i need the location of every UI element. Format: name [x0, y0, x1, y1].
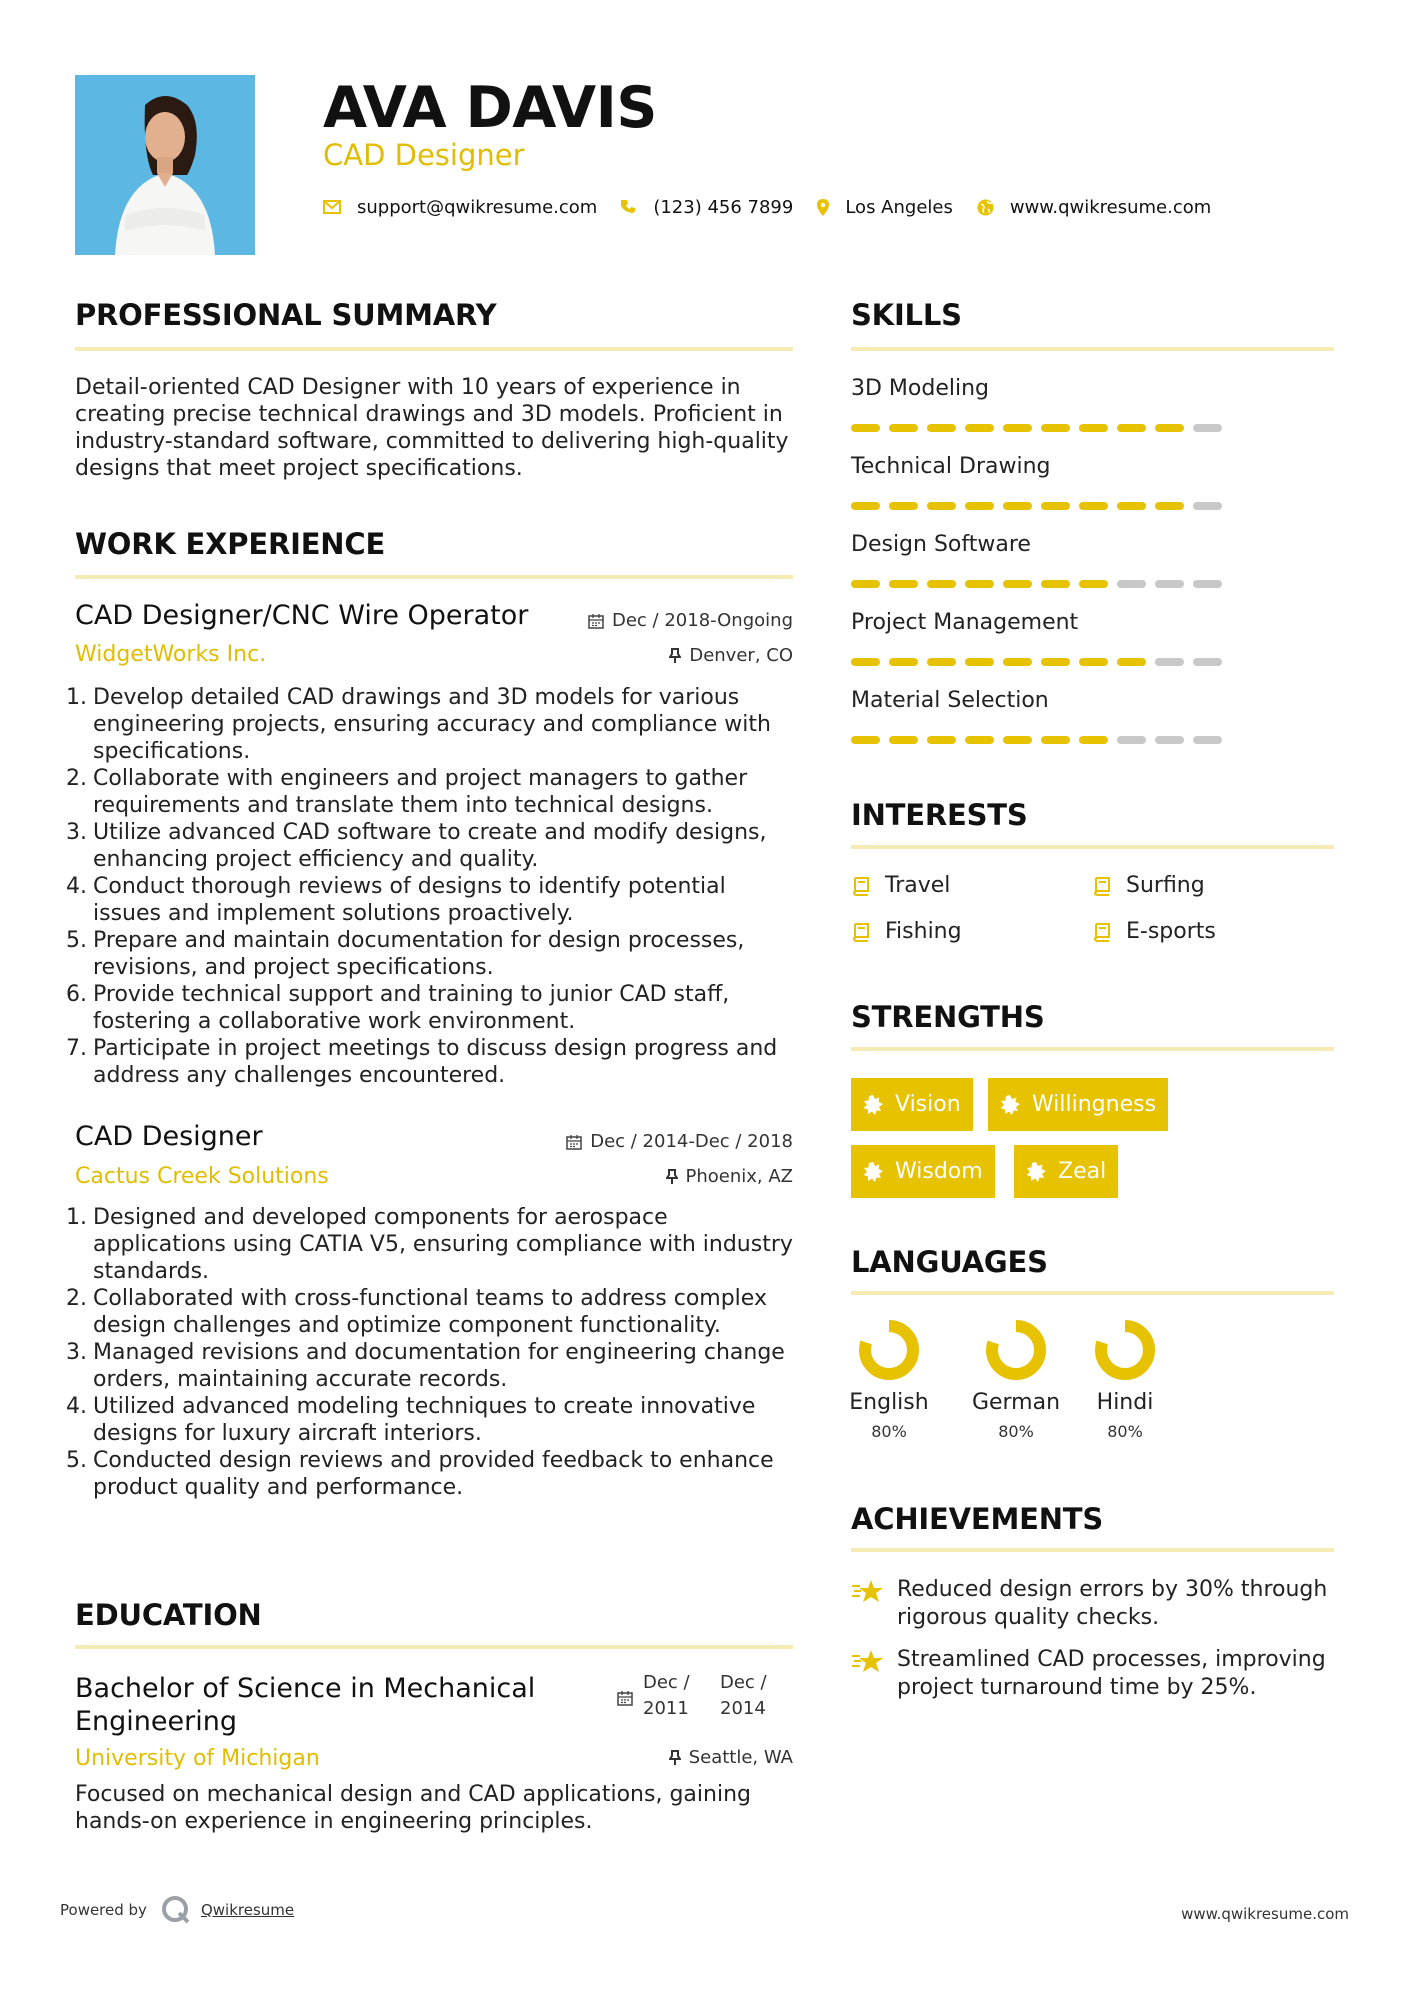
- job-location: [480, 645, 793, 667]
- language-gauge: [857, 1318, 921, 1382]
- badge-burst-icon: [1000, 1095, 1020, 1115]
- language-gauge-arc: [865, 1326, 913, 1374]
- experience-heading: WORK EXPERIENCE: [75, 527, 386, 561]
- strengths-heading: STRENGTHS: [851, 1000, 1045, 1034]
- education-text: Focused on mechanical design and CAD applications, gaining hands-on experience in engineering principles.: [75, 1782, 751, 1834]
- globe-icon: [977, 199, 994, 216]
- job-location-text: Phoenix, AZ: [685, 1166, 793, 1187]
- strength-badge: [988, 1078, 1168, 1131]
- envelope-icon: [323, 200, 341, 214]
- skill-dot-filled: [965, 502, 994, 510]
- job-duties-list: [73, 1204, 798, 1501]
- achievement-text: Streamlined CAD processes, improving project turnaround time by 25%.: [897, 1647, 1326, 1700]
- location-text: Los Angeles: [845, 196, 953, 218]
- skill-dot-filled: [1117, 658, 1146, 666]
- pushpin-icon: [666, 1169, 678, 1185]
- skill-dot-filled: [1079, 580, 1108, 588]
- language-gauge-arc: [992, 1326, 1040, 1374]
- language-name: German: [971, 1390, 1061, 1415]
- footer-url[interactable]: www.qwikresume.com: [1181, 1905, 1349, 1923]
- skill-dot-filled: [927, 424, 956, 432]
- book-icon: [1092, 922, 1112, 942]
- footer-powered-by: [60, 1895, 294, 1925]
- job-title: CAD Designer/CNC Wire Operator: [75, 600, 529, 631]
- skill-dot-filled: [1041, 658, 1070, 666]
- skill-dot-empty: [1193, 658, 1222, 666]
- skill-dot-filled: [965, 736, 994, 744]
- language-level: 80%: [1107, 1422, 1143, 1441]
- strength-label: Zeal: [1058, 1159, 1107, 1184]
- skill-dot-empty: [1155, 580, 1184, 588]
- skill-dot-filled: [1155, 502, 1184, 510]
- education-date: [617, 1672, 793, 1728]
- skill-dot-filled: [1041, 424, 1070, 432]
- languages-rule: [851, 1291, 1334, 1295]
- job-date: [480, 1131, 793, 1153]
- skill-dot-empty: [1193, 580, 1222, 588]
- degree-title: Bachelor of Science in Mechanical Engineering: [75, 1673, 536, 1737]
- summary-heading: PROFESSIONAL SUMMARY: [75, 298, 497, 332]
- pushpin-icon: [669, 648, 681, 664]
- list-item: Designed and developed components for aerospace applications using CATIA V5, ensuring compliance with industry standards.: [93, 1205, 793, 1284]
- skill-dot-filled: [851, 424, 880, 432]
- edu-end-month: Dec /: [720, 1672, 767, 1693]
- skill-dot-filled: [1003, 424, 1032, 432]
- skill-dot-filled: [1117, 502, 1146, 510]
- skill-rating: [851, 502, 1231, 510]
- candidate-role: CAD Designer: [323, 138, 525, 172]
- skill-name: 3D Modeling: [851, 376, 990, 401]
- education-location-text: Seattle, WA: [688, 1747, 793, 1768]
- job-date: [480, 610, 793, 632]
- skill-rating: [851, 580, 1231, 588]
- interests-heading: INTERESTS: [851, 798, 1028, 832]
- education-location: [480, 1747, 793, 1769]
- email-text: support@qwikresume.com: [357, 196, 598, 218]
- contact-email[interactable]: [323, 197, 597, 218]
- strength-label: Wisdom: [895, 1159, 983, 1184]
- job-date-text: Dec / 2014-Dec / 2018: [590, 1131, 793, 1152]
- skill-dot-filled: [965, 658, 994, 666]
- skill-dot-filled: [1041, 736, 1070, 744]
- interests-rule: [851, 845, 1334, 849]
- skills-heading: SKILLS: [851, 298, 962, 332]
- achievement-item: [851, 1646, 1341, 1702]
- achievements-rule: [851, 1548, 1334, 1552]
- experience-rule: [75, 575, 793, 579]
- skill-dot-filled: [851, 736, 880, 744]
- skill-name: Design Software: [851, 532, 1031, 557]
- company-name: WidgetWorks Inc.: [75, 642, 267, 667]
- language-item: [961, 1318, 1071, 1442]
- star-icon: [851, 1578, 885, 1606]
- achievement-item: [851, 1576, 1341, 1632]
- language-gauge: [984, 1318, 1048, 1382]
- skill-dot-filled: [1079, 502, 1108, 510]
- list-item: Collaborate with engineers and project managers to gather requirements and translate them into technical designs.: [93, 766, 748, 818]
- strengths-rule: [851, 1047, 1334, 1051]
- skill-dot-filled: [965, 580, 994, 588]
- interest-label: E-sports: [1126, 919, 1216, 944]
- edu-start-month: Dec /: [643, 1672, 690, 1693]
- language-name: Hindi: [1096, 1390, 1154, 1415]
- strength-badge: [851, 1078, 973, 1131]
- language-item: [1070, 1318, 1180, 1442]
- job-location-text: Denver, CO: [689, 645, 793, 666]
- school-name: University of Michigan: [75, 1746, 320, 1771]
- skill-name: Technical Drawing: [851, 454, 1051, 479]
- education-rule: [75, 1645, 793, 1649]
- skill-dot-filled: [1003, 658, 1032, 666]
- job-location: [480, 1166, 793, 1188]
- star-icon: [851, 1648, 885, 1676]
- skill-dot-empty: [1117, 736, 1146, 744]
- skill-name: Project Management: [851, 610, 1079, 635]
- education-heading: EDUCATION: [75, 1598, 262, 1632]
- skill-dot-filled: [889, 736, 918, 744]
- skills-rule: [851, 347, 1334, 351]
- list-item: Provide technical support and training to junior CAD staff, fostering a collaborative work environment.: [93, 982, 730, 1034]
- skill-dot-filled: [889, 580, 918, 588]
- strength-badge: [1014, 1145, 1118, 1198]
- badge-burst-icon: [1026, 1162, 1046, 1182]
- skill-rating: [851, 424, 1231, 432]
- achievement-text: Reduced design errors by 30% through rigorous quality checks.: [897, 1577, 1328, 1630]
- skill-dot-filled: [1003, 502, 1032, 510]
- skill-dot-filled: [1079, 424, 1108, 432]
- book-icon: [1092, 876, 1112, 896]
- interest-item: [851, 919, 962, 945]
- strength-badge: [851, 1145, 995, 1198]
- summary-rule: [75, 347, 793, 351]
- language-gauge: [1093, 1318, 1157, 1382]
- calendar-icon: [588, 613, 604, 629]
- language-level: 80%: [998, 1422, 1034, 1441]
- interest-label: Surfing: [1126, 873, 1205, 898]
- skill-dot-filled: [1155, 424, 1184, 432]
- skill-dot-empty: [1155, 658, 1184, 666]
- contact-bar: [323, 194, 1235, 220]
- skill-dot-filled: [1079, 658, 1108, 666]
- skill-dot-filled: [927, 658, 956, 666]
- list-item: Collaborated with cross-functional teams to address complex design challenges and optimize component functionality.: [93, 1286, 767, 1338]
- list-item: Prepare and maintain documentation for design processes, revisions, and project specifications.: [93, 928, 745, 980]
- skill-dot-empty: [1193, 502, 1222, 510]
- list-item: Managed revisions and documentation for engineering change orders, maintaining accurate records.: [93, 1340, 785, 1392]
- company-name: Cactus Creek Solutions: [75, 1164, 329, 1189]
- interest-item: [1092, 919, 1216, 945]
- job-date-text: Dec / 2018-Ongoing: [612, 610, 793, 631]
- skill-dot-filled: [1003, 580, 1032, 588]
- list-item: Conduct thorough reviews of designs to identify potential issues and implement solutions proactively.: [93, 874, 726, 926]
- skill-dot-filled: [927, 736, 956, 744]
- skill-dot-filled: [851, 502, 880, 510]
- skill-dot-filled: [1117, 424, 1146, 432]
- pushpin-icon: [669, 1750, 681, 1766]
- interest-item: [851, 873, 950, 899]
- skill-dot-filled: [1041, 580, 1070, 588]
- skill-dot-empty: [1117, 580, 1146, 588]
- contact-location: [817, 197, 953, 218]
- badge-burst-icon: [863, 1162, 883, 1182]
- job-title: CAD Designer: [75, 1121, 263, 1152]
- profile-photo: [75, 75, 255, 255]
- skill-dot-empty: [1155, 736, 1184, 744]
- edu-start-year: 2011: [643, 1698, 689, 1719]
- phone-text: (123) 456 7899: [653, 196, 794, 218]
- map-pin-icon: [817, 199, 829, 216]
- list-item: Participate in project meetings to discuss design progress and address any challenges encountered.: [93, 1036, 778, 1088]
- skill-dot-empty: [1193, 424, 1222, 432]
- contact-website[interactable]: [977, 197, 1211, 218]
- skill-dot-filled: [851, 580, 880, 588]
- calendar-icon: [566, 1134, 582, 1150]
- skill-dot-filled: [889, 658, 918, 666]
- interest-label: Travel: [885, 873, 951, 898]
- candidate-name: AVA DAVIS: [323, 75, 657, 141]
- skill-dot-filled: [927, 580, 956, 588]
- skill-dot-filled: [1079, 736, 1108, 744]
- achievements-heading: ACHIEVEMENTS: [851, 1502, 1104, 1536]
- skill-dot-filled: [927, 502, 956, 510]
- edu-end-year: 2014: [720, 1698, 766, 1719]
- strength-label: Willingness: [1032, 1092, 1157, 1117]
- language-gauge-arc: [1101, 1326, 1149, 1374]
- calendar-icon: [617, 1690, 633, 1706]
- skill-rating: [851, 736, 1231, 744]
- interest-item: [1092, 873, 1205, 899]
- badge-burst-icon: [863, 1095, 883, 1115]
- website-text: www.qwikresume.com: [1009, 196, 1212, 218]
- book-icon: [851, 876, 871, 896]
- list-item: Utilize advanced CAD software to create and modify designs, enhancing project efficiency and quality.: [93, 820, 767, 872]
- skill-dot-empty: [1193, 736, 1222, 744]
- language-name: English: [849, 1390, 929, 1415]
- list-item: Utilized advanced modeling techniques to create innovative designs for luxury aircraft interiors.: [93, 1394, 756, 1446]
- language-item: [834, 1318, 944, 1442]
- skill-rating: [851, 658, 1231, 666]
- phone-icon: [621, 199, 637, 215]
- book-icon: [851, 922, 871, 942]
- skill-dot-filled: [1003, 736, 1032, 744]
- interest-label: Fishing: [885, 919, 962, 944]
- languages-heading: LANGUAGES: [851, 1245, 1048, 1279]
- skill-dot-filled: [889, 502, 918, 510]
- list-item: Develop detailed CAD drawings and 3D models for various engineering projects, ensuring accuracy and compliance with specifications.: [93, 685, 771, 764]
- skill-name: Material Selection: [851, 688, 1049, 713]
- skill-dot-filled: [889, 424, 918, 432]
- strength-label: Vision: [895, 1092, 961, 1117]
- skill-dot-filled: [965, 424, 994, 432]
- contact-phone[interactable]: [621, 197, 793, 218]
- skill-dot-filled: [1041, 502, 1070, 510]
- summary-text: Detail-oriented CAD Designer with 10 years of experience in creating precise technical drawings and 3D models. Proficient in industry-standard software, committed to delivering high-quality designs that meet project specifications.: [75, 375, 789, 481]
- language-level: 80%: [871, 1422, 907, 1441]
- qwikresume-logo-icon: [161, 1895, 191, 1925]
- job-duties-list: [73, 684, 798, 1089]
- list-item: Conducted design reviews and provided feedback to enhance product quality and performance.: [93, 1448, 774, 1500]
- powered-by-text: Powered by: [60, 1901, 147, 1919]
- skill-dot-filled: [851, 658, 880, 666]
- qwikresume-link[interactable]: Qwikresume: [200, 1901, 295, 1919]
